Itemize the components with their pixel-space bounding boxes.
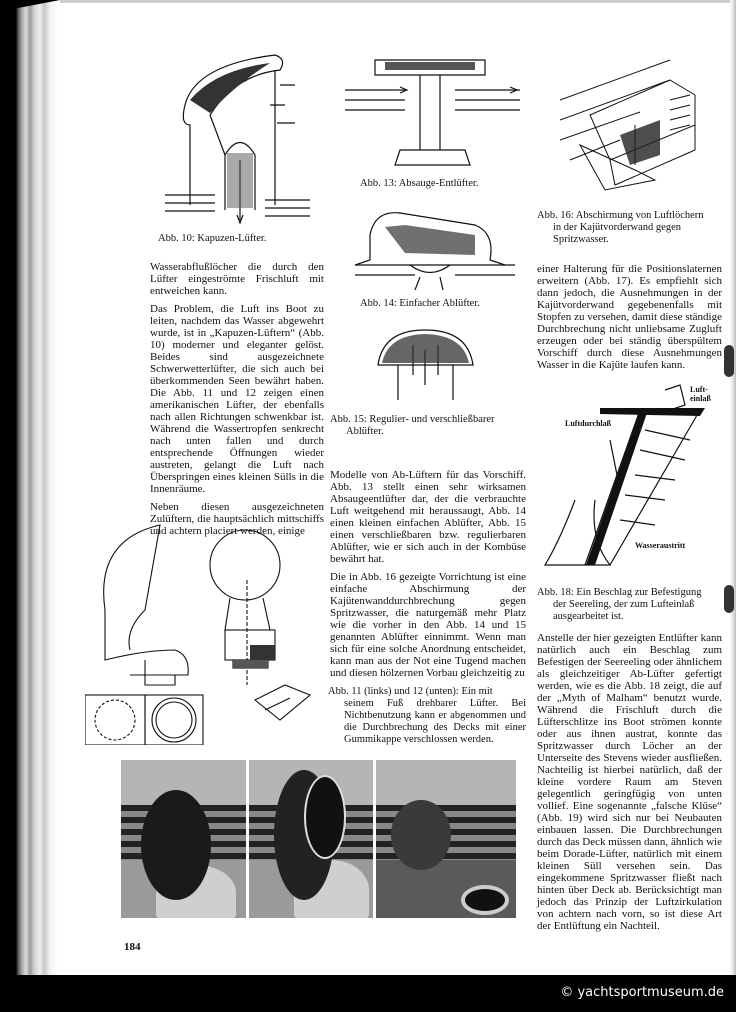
paragraph: Anstelle der hier gezeigten Entlüfter kann natürlich auch ein Beschlag zum Befestigen der Seereeling oder ähnlichem als gleichzeitiger Ab-Lüfter gefertigt werden, wie es die Abb. 18 zeigt, die auf der „Myth of Malham“ benutzt wurde. Während die Frischluft durch die Lüfterschlitze ins Boot strömen konnte oder aus ihnen austrat, konnte das Spritzwasser durch Löcher an der Unterseite des Stevens wieder ausfließen. Nachteilig ist hierbei natürlich, daß der kleine vordere Raum am Steven gelegentlich geringfügig von unten vollief. Eine sogenannte „falsche Klüse“ (Abb. 19) wird sich nur bei Neubauten einbauen lassen. Die Durchbrechungen durch das Deck müssen dann, ähnlich wie beim Dorade-Lüfter, natürlich mit einem kleinen Süll versehen sein. Das eingekommene Spritzwasser fließt nach hinten über Deck ab. Berücksichtigt man jedoch das Prinzip der Luftzirkulation von achtern nach vorn, so ist diese Art der Entlüftung ein Nachteil. bbox=[537, 632, 722, 932]
figure-18-railing-fitting bbox=[540, 380, 725, 575]
copyright-watermark: © yachtsportmuseum.de bbox=[560, 985, 724, 1000]
figure-18-drawing bbox=[540, 380, 725, 575]
ventilator-opening bbox=[304, 775, 346, 859]
figure-11-12-caption-rest: seinem Fuß drehbarer Lüfter. Bei Nichtbenutzung kann er abgenommen und die Durchbrechung des Decks mit einer Gummikappe verschlossen werden. bbox=[344, 698, 526, 745]
photo-ventilator-3 bbox=[376, 760, 516, 918]
binding-clip bbox=[724, 345, 734, 377]
photo-background bbox=[376, 760, 516, 805]
figure-15-closeable-vent bbox=[368, 325, 483, 405]
ventilator-cowl bbox=[141, 790, 211, 900]
figure-18-caption bbox=[537, 587, 727, 623]
paragraph: Neben diesen ausgezeichneten Zulüftern, die hauptsächlich mittschiffs und achtern placiert werden, einige bbox=[150, 501, 324, 537]
column-2-text bbox=[330, 469, 526, 685]
figure-16-caption-line2: in der Kajütvorderwand gegen bbox=[553, 222, 681, 233]
paragraph: Die in Abb. 16 gezeigte Vorrichtung ist eine einfache Abschirmung der Kajütenwanddurchbrechung gegen Spritzwasser, die naturgemäß mehr Platz wie die vorher in den Abb. 14 und 15 genannten Ablüfter einnimmt. Wenn man sich für eine solche Anordnung entscheidet, kann man aus der Not eine Tugend machen und diesen hölzernen Vorbau gleichzeitig zu bbox=[330, 571, 526, 679]
photo-ventilator-2 bbox=[249, 760, 373, 918]
page-top-edge bbox=[55, 0, 736, 3]
figure-18-caption-rest: der Seereling, der zum Lufteinlaß ausgearbeitet ist. bbox=[553, 599, 695, 622]
figure-13-suction-ventilator bbox=[345, 40, 525, 170]
paragraph: Modelle von Ab-Lüftern für das Vorschiff. Abb. 13 stellt einen sehr wirksamen Absaugeentlüfter dar, der die verbrauchte Luft weitgehend mit heraussaugt, Abb. 14 einen kleinen einfachen Ablüfter, Abb. 15 einen verschließbaren bzw. regulierbaren Ablüfter, wie er sich auch in der Kombüse bewährt hat. bbox=[330, 469, 526, 565]
figure-11-12-caption-line1: Abb. 11 (links) und 12 (unten): Ein mit bbox=[328, 686, 493, 697]
figure-10-caption: Abb. 10: Kapuzen-Lüfter. bbox=[158, 233, 267, 244]
column-3-lower-text bbox=[537, 632, 722, 938]
ventilator-cowl bbox=[391, 800, 451, 870]
figure-14-simple-vent bbox=[355, 205, 515, 290]
label-air-inlet bbox=[690, 385, 711, 403]
figure-10-hood-ventilator bbox=[165, 45, 310, 225]
figure-18-caption-line1: Abb. 18: Ein Beschlag zur Befestigung bbox=[537, 587, 702, 598]
figure-11-12-caption bbox=[328, 686, 526, 746]
figure-16-wooden-shield bbox=[560, 40, 720, 205]
label-air-passage: Luftdurchlaß bbox=[565, 419, 612, 428]
label-water-outlet: Wasseraustritt bbox=[635, 541, 686, 550]
figure-16-caption bbox=[537, 210, 704, 246]
label-air-inlet-1: Luft- bbox=[690, 385, 708, 394]
page-number: 184 bbox=[124, 941, 141, 953]
figure-16-caption-line3: Spritzwasser. bbox=[553, 234, 609, 245]
paragraph: Das Problem, die Luft ins Boot zu leiten, nachdem das Wasser abgewehrt wurde, ist in „Kapuzen-Lüftern“ (Abb. 10) moderner und eleganter gelöst. Beides sind ausgezeichnete Schwerwetterlüfter, die sich auch bei überkommenden Seen bewährt haben. Die Abb. 11 und 12 zeigen einen amerikanischen Lüfter, der ebenfalls nach allen Richtungen schwenkbar ist. Während die Wassertropfen senkrecht nach unten fallen und durch entsprechende Öffnungen wieder austreten, gelangt die Luft nach Überspringen eines kleinen Sülls in die Innenräume. bbox=[150, 303, 324, 495]
figure-14-caption: Abb. 14: Einfacher Ablüfter. bbox=[360, 298, 480, 309]
column-1-text bbox=[150, 261, 324, 543]
figure-16-caption-line1: Abb. 16: Abschirmung von Luftlöchern bbox=[537, 210, 704, 221]
label-air-inlet-2: einlaß bbox=[690, 394, 711, 403]
figure-13-caption: Abb. 13: Absauge-Entlüfter. bbox=[360, 178, 479, 189]
right-page-edge bbox=[730, 0, 736, 975]
figure-15-caption bbox=[330, 414, 495, 438]
paragraph: Wasserabflußlöcher die durch den Lüfter eingeströmte Frischluft mit entweichen kann. bbox=[150, 261, 324, 297]
book-spine-shadow bbox=[0, 0, 60, 975]
figure-15-caption-line2: Ablüfter. bbox=[346, 426, 384, 437]
paragraph: einer Halterung für die Positionslaternen erweitern (Abb. 17). Es empfiehlt sich dann jedoch, die Ausnehmungen in der Kajütvorderwand gegebenenfalls mit Stopfen zu versehen, damit diese ständige Durchbrechung nicht unliebsame Zugluft erzeugen oder bei ständig überspültem Vorschiff durch diese Ausnehmungen Wasser in die Kajüte laufen kann. bbox=[537, 263, 722, 371]
photo-ventilator-1 bbox=[121, 760, 246, 918]
figure-11-12-rotating-ventilator bbox=[85, 520, 330, 745]
column-3-upper-text bbox=[537, 263, 722, 377]
figure-15-caption-line1: Abb. 15: Regulier- und verschließbarer bbox=[330, 414, 495, 425]
deck-opening bbox=[461, 885, 509, 915]
